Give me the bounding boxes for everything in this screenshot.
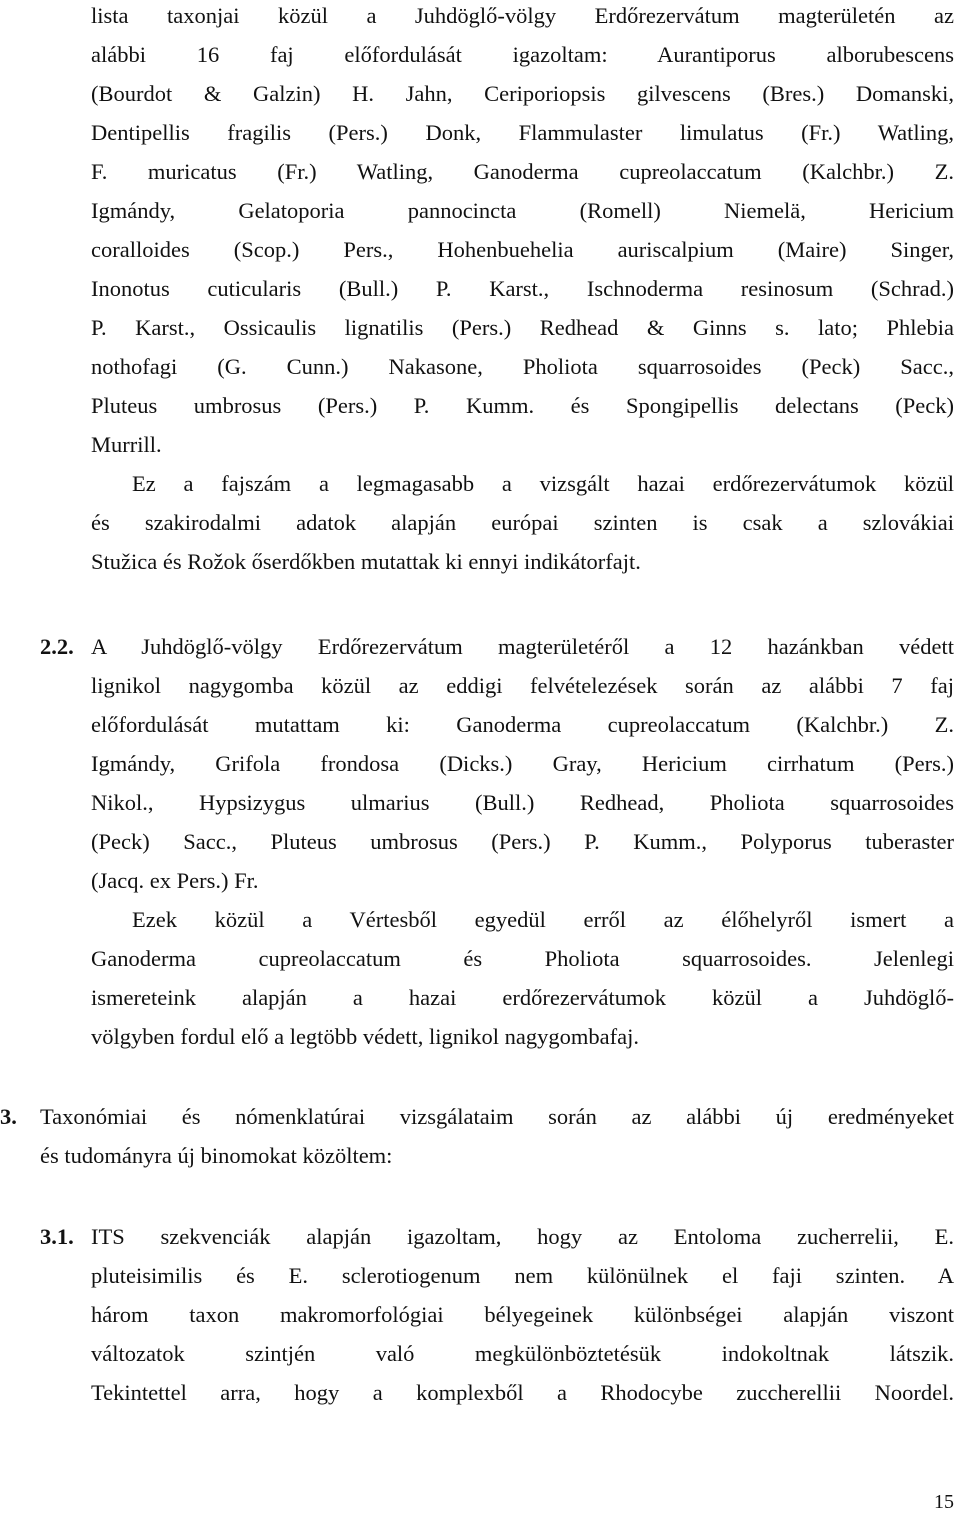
- text-line: Ganoderma cupreolaccatum és Pholiota squarrosoides. Jelenlegi: [91, 946, 954, 971]
- text-line: változatok szintjén való megkülönböztetésük indokoltnak látszik.: [91, 1341, 954, 1366]
- text-line: völgyben fordul elő a legtöbb védett, lignikol nagygombafaj.: [91, 1024, 639, 1049]
- text-line: Pluteus umbrosus (Pers.) P. Kumm. és Spongipellis delectans (Peck): [91, 393, 954, 418]
- section-number: 2.2.: [40, 634, 74, 659]
- text-line: coralloides (Scop.) Pers., Hohenbuehelia auriscalpium (Maire) Singer,: [91, 237, 954, 262]
- text-line: lignikol nagygomba közül az eddigi felvételezések során az alábbi 7 faj: [91, 673, 954, 698]
- text-line: három taxon makromorfológiai bélyegeinek különbségei alapján viszont: [91, 1302, 954, 1327]
- section-number: 3.: [0, 1104, 17, 1129]
- text-line: Igmándy, Gelatoporia pannocincta (Romell) Niemelä, Hericium: [91, 198, 954, 223]
- text-line: Ezek közül a Vértesből egyedül erről az élőhelyről ismert a: [132, 907, 954, 932]
- text-line: (Peck) Sacc., Pluteus umbrosus (Pers.) P. Kumm., Polyporus tuberaster: [91, 829, 954, 854]
- page-number: 15: [934, 1491, 954, 1513]
- text-line: ITS szekvenciák alapján igazoltam, hogy az Entoloma zucherrelii, E.: [91, 1224, 954, 1249]
- text-line: (Jacq. ex Pers.) Fr.: [91, 868, 259, 893]
- text-line: Tekintettel arra, hogy a komplexből a Rhodocybe zuccherellii Noordel.: [91, 1380, 954, 1405]
- text-line: pluteisimilis és E. sclerotiogenum nem különülnek el faji szinten. A: [91, 1263, 954, 1288]
- text-line: Nikol., Hypsizygus ulmarius (Bull.) Redhead, Pholiota squarrosoides: [91, 790, 954, 815]
- text-line: ismereteink alapján a hazai erdőrezervátumok közül a Juhdöglő-: [91, 985, 954, 1010]
- text-line: Ez a fajszám a legmagasabb a vizsgált hazai erdőrezervátumok közül: [132, 471, 954, 496]
- text-line: F. muricatus (Fr.) Watling, Ganoderma cupreolaccatum (Kalchbr.) Z.: [91, 159, 954, 184]
- text-line: Igmándy, Grifola frondosa (Dicks.) Gray, Hericium cirrhatum (Pers.): [91, 751, 954, 776]
- text-line: Dentipellis fragilis (Pers.) Donk, Flammulaster limulatus (Fr.) Watling,: [91, 120, 954, 145]
- text-line: Taxonómiai és nómenklatúrai vizsgálataim során az alábbi új eredményeket: [40, 1104, 954, 1129]
- text-line: P. Karst., Ossicaulis lignatilis (Pers.) Redhead & Ginns s. lato; Phlebia: [91, 315, 954, 340]
- text-line: Stužica és Rožok őserdőkben mutattak ki ennyi indikátorfajt.: [91, 549, 641, 574]
- text-line: A Juhdöglő-völgy Erdőrezervátum magterületéről a 12 hazánkban védett: [91, 634, 954, 659]
- text-line: Murrill.: [91, 432, 162, 457]
- text-line: (Bourdot & Galzin) H. Jahn, Ceriporiopsis gilvescens (Bres.) Domanski,: [91, 81, 954, 106]
- text-line: alábbi 16 faj előfordulását igazoltam: Aurantiporus alborubescens: [91, 42, 954, 67]
- text-line: lista taxonjai közül a Juhdöglő-völgy Erdőrezervátum magterületén az: [91, 3, 954, 28]
- text-line: és tudományra új binomokat közöltem:: [40, 1143, 393, 1168]
- section-number: 3.1.: [40, 1224, 74, 1249]
- text-line: nothofagi (G. Cunn.) Nakasone, Pholiota squarrosoides (Peck) Sacc.,: [91, 354, 954, 379]
- text-line: Inonotus cuticularis (Bull.) P. Karst., Ischnoderma resinosum (Schrad.): [91, 276, 954, 301]
- text-line: és szakirodalmi adatok alapján európai szinten is csak a szlovákiai: [91, 510, 954, 535]
- text-line: előfordulását mutattam ki: Ganoderma cupreolaccatum (Kalchbr.) Z.: [91, 712, 954, 737]
